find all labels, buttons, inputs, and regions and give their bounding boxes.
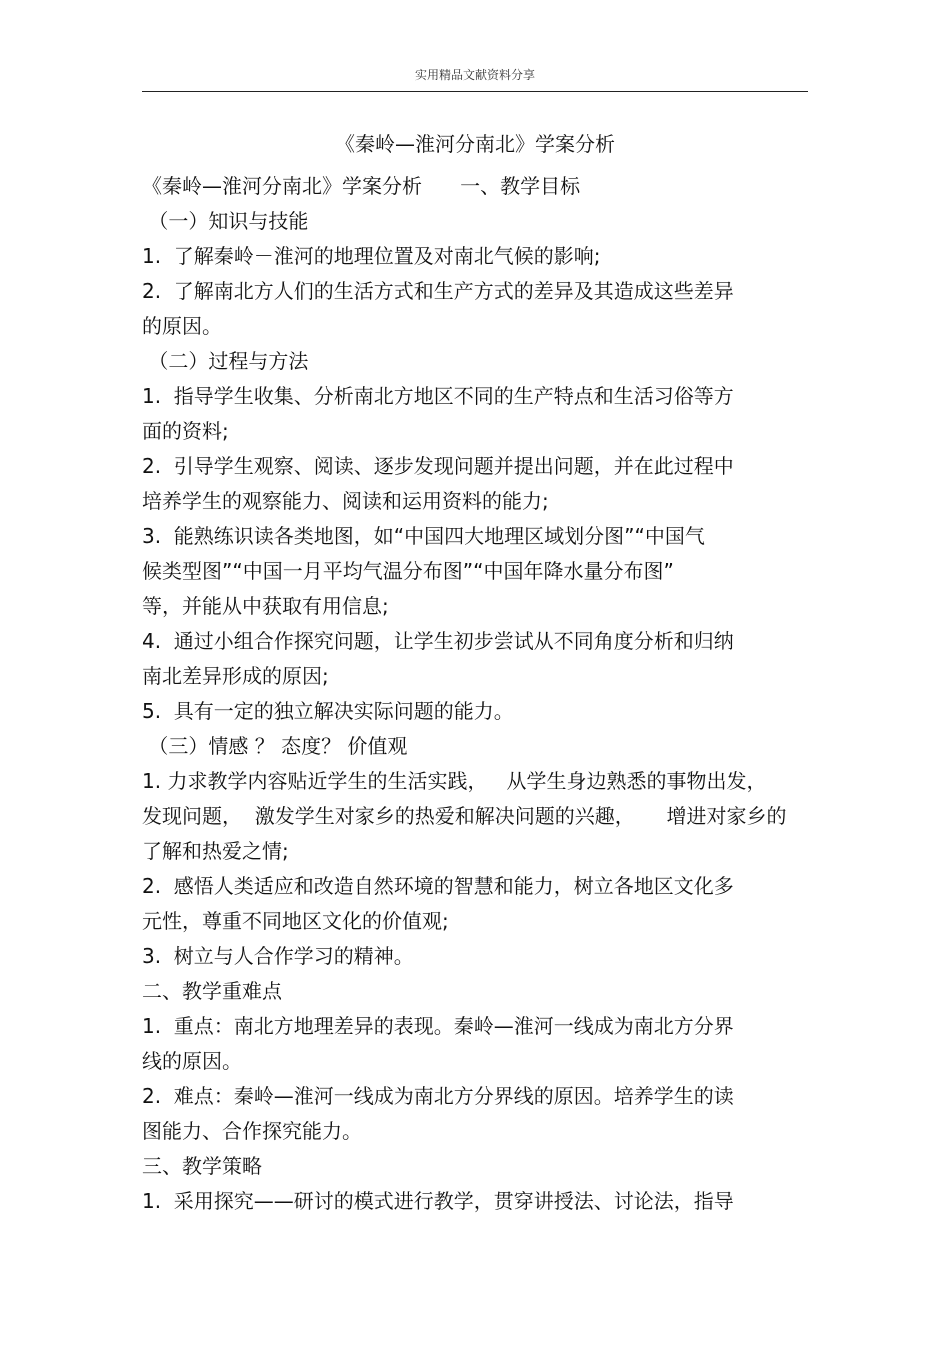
text-line: 1. 采用探究——研讨的模式进行教学，贯穿讲授法、讨论法，指导 xyxy=(142,1189,734,1213)
text-line: 1. 指导学生收集、分析南北方地区不同的生产特点和生活习俗等方 xyxy=(142,384,734,408)
header-divider xyxy=(142,91,808,92)
text-line: 面的资料; xyxy=(142,419,229,443)
text-line: 2. 难点：秦岭—淮河一线成为南北方分界线的原因。培养学生的读 xyxy=(142,1084,734,1108)
text-line: 等，并能从中获取有用信息; xyxy=(142,594,389,618)
text-line: 二、教学重难点 xyxy=(142,979,282,1003)
text-line: 1. 了解秦岭－淮河的地理位置及对南北气候的影响; xyxy=(142,244,601,268)
text-line: （二）过程与方法 xyxy=(142,349,309,373)
text-line: 《秦岭—淮河分南北》学案分析 一、教学目标 xyxy=(142,174,581,198)
text-line: 候类型图”“中国一月平均气温分布图”“中国年降水量分布图” xyxy=(142,559,674,583)
text-line: 4. 通过小组合作探究问题，让学生初步尝试从不同角度分析和归纳 xyxy=(142,629,734,653)
text-line: 2. 了解南北方人们的生活方式和生产方式的差异及其造成这些差异 xyxy=(142,279,734,303)
text-line: 3. 能熟练识读各类地图，如“中国四大地理区域划分图”“中国气 xyxy=(142,524,705,548)
text-line: 的原因。 xyxy=(142,314,222,338)
text-line: （三）情感 ？ 态度？ 价值观 xyxy=(142,734,408,758)
text-line: 1. 重点：南北方地理差异的表现。秦岭—淮河一线成为南北方分界 xyxy=(142,1014,734,1038)
text-line: （一）知识与技能 xyxy=(142,209,309,233)
text-line: 了解和热爱之情; xyxy=(142,839,289,863)
text-line: 线的原因。 xyxy=(142,1049,242,1073)
text-line: 元性，尊重不同地区文化的价值观; xyxy=(142,909,449,933)
text-line: 2. 感悟人类适应和改造自然环境的智慧和能力，树立各地区文化多 xyxy=(142,874,734,898)
text-line: 1. 力求教学内容贴近学生的生活实践， 从学生身边熟悉的事物出发， xyxy=(142,769,767,793)
page-header: 实用精品文献资料分享 xyxy=(414,68,535,82)
text-line: 发现问题， 激发学生对家乡的热爱和解决问题的兴趣， 增进对家乡的 xyxy=(142,804,787,828)
text-line: 图能力、合作探究能力。 xyxy=(142,1119,362,1143)
text-line: 3. 树立与人合作学习的精神。 xyxy=(142,944,414,968)
text-line: 5. 具有一定的独立解决实际问题的能力。 xyxy=(142,699,514,723)
text-line: 培养学生的观察能力、阅读和运用资料的能力; xyxy=(142,489,549,513)
document-body xyxy=(142,169,822,1219)
text-line: 南北差异形成的原因; xyxy=(142,664,329,688)
text-line: 2. 引导学生观察、阅读、逐步发现问题并提出问题，并在此过程中 xyxy=(142,454,734,478)
text-line: 三、教学策略 xyxy=(142,1154,262,1178)
document-title: 《秦岭—淮河分南北》学案分析 xyxy=(335,132,615,156)
